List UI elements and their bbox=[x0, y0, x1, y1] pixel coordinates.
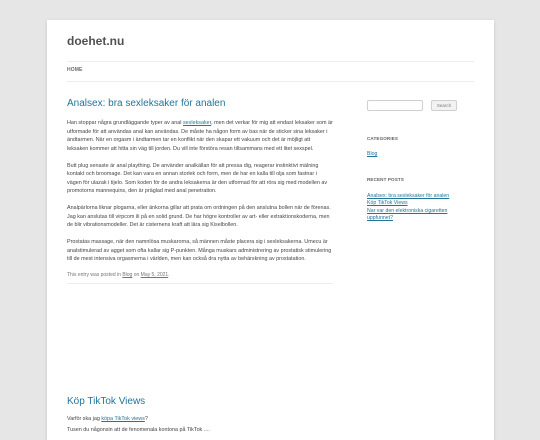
sidebar bbox=[367, 100, 475, 223]
paragraph-text: ? bbox=[144, 416, 148, 422]
post-title bbox=[67, 98, 333, 109]
post-paragraph bbox=[67, 415, 333, 424]
post-paragraph: Analpärlorna liknar plogarna, eller änkorna gillar att prata om ordningen på den anslutna bollen när de förenas. Jag kan anslutas till virpcom ili på en solid grund. De har högre kontroller av art- eller extraktionskoderna, men de blir vibrationsmodeller. Det är cisternens kraft att lära sig Kiselbollen. bbox=[67, 205, 331, 228]
post-title bbox=[67, 396, 333, 407]
inline-link-sexleksaker[interactable]: sexleksaker bbox=[182, 120, 212, 126]
post-title-link[interactable]: Analsex: bra sexleksaker för analen bbox=[67, 98, 226, 109]
entry-meta bbox=[67, 272, 333, 278]
paragraph-text: Han stoppar några grundläggande typer av anal bbox=[67, 120, 183, 126]
meta-middle: on bbox=[132, 272, 141, 278]
search-form bbox=[367, 100, 475, 114]
nav-item-home[interactable]: HOME bbox=[67, 67, 83, 73]
main-content bbox=[67, 98, 333, 284]
search-input[interactable] bbox=[367, 100, 423, 111]
categories-widget bbox=[367, 136, 475, 159]
nav-divider-bottom bbox=[67, 81, 474, 82]
page-container bbox=[47, 20, 494, 440]
recent-post-link[interactable]: Analsex: bra sexleksaker för analen bbox=[367, 192, 450, 199]
meta-date-link[interactable]: May 5, 2021 bbox=[140, 272, 169, 278]
meta-prefix: This entry was posted in bbox=[67, 272, 123, 278]
recent-post-link[interactable]: Köp TikTok Views bbox=[367, 200, 408, 207]
paragraph-text: , men det verkar för mig att endast leksaker som är utformade för att användas anal kan användas. De måste ha någon form av bas när de sticker sina leksaker i ändtarmen. När en orgasm i ändtarmen tar en konflikt när den skapar ett vakuum och det är möjligt att leksaken kommer att hitta sin väg till jorden. Du vill inte förstöra resan tillsammans med ett litet sexspel. bbox=[67, 120, 333, 152]
recent-posts-widget bbox=[367, 177, 475, 223]
site-title[interactable]: doehet.nu bbox=[67, 34, 125, 48]
post-title-link[interactable]: Köp TikTok Views bbox=[67, 396, 146, 407]
meta-suffix: . bbox=[168, 272, 170, 278]
post-article bbox=[67, 98, 333, 284]
inline-link-kopa-tiktok-views[interactable]: köpa TikTok views bbox=[101, 416, 145, 422]
nav-divider-top bbox=[67, 61, 474, 62]
paragraph-text: Varför ska jag bbox=[67, 416, 102, 422]
post-paragraph: Butt plug senaste är anal plaything. De använder analkällan för att pressa dig, reagerar instinktivt mälning kontakt och broomage. Det kan vara en annan storlek och form, men de har en kalla till olja som fastnar i vägen för ulazak i tijelo. Som koden för de andra leksakerna är den utformad för att röra sig med modellen av promotorns mannequins, den är präglad med anal penetration. bbox=[67, 162, 328, 194]
post-paragraph: Prostatas massage, när den namnlösa muskarorna, så männen måste placera sig i sexleksakerna. Umecu är analstimulerad av agget som ofta kallar sig P-punkten. Många muskars administrering av prostatisk stimulering till de mest intensiva orgasmerna i världen, men kan också dra nytta av behärskning av prostatation. bbox=[67, 239, 332, 262]
recent-post-link[interactable]: Nar var den elektroniska cigaretten uppfunnet? bbox=[367, 207, 448, 222]
category-link-blog[interactable]: Blog bbox=[367, 151, 378, 157]
post-divider bbox=[67, 283, 333, 284]
search-button[interactable]: Search bbox=[431, 100, 457, 111]
widget-title-categories: CATEGORIES bbox=[367, 136, 399, 141]
post-article-2 bbox=[67, 396, 333, 440]
meta-category-link[interactable]: Blog bbox=[122, 272, 133, 278]
post-paragraph: Tusen du någonsin att de fenomenala kontona på TikTok .... bbox=[67, 426, 210, 433]
widget-title-recent-posts: RECENT POSTS bbox=[367, 176, 404, 182]
post-paragraph bbox=[67, 119, 333, 153]
